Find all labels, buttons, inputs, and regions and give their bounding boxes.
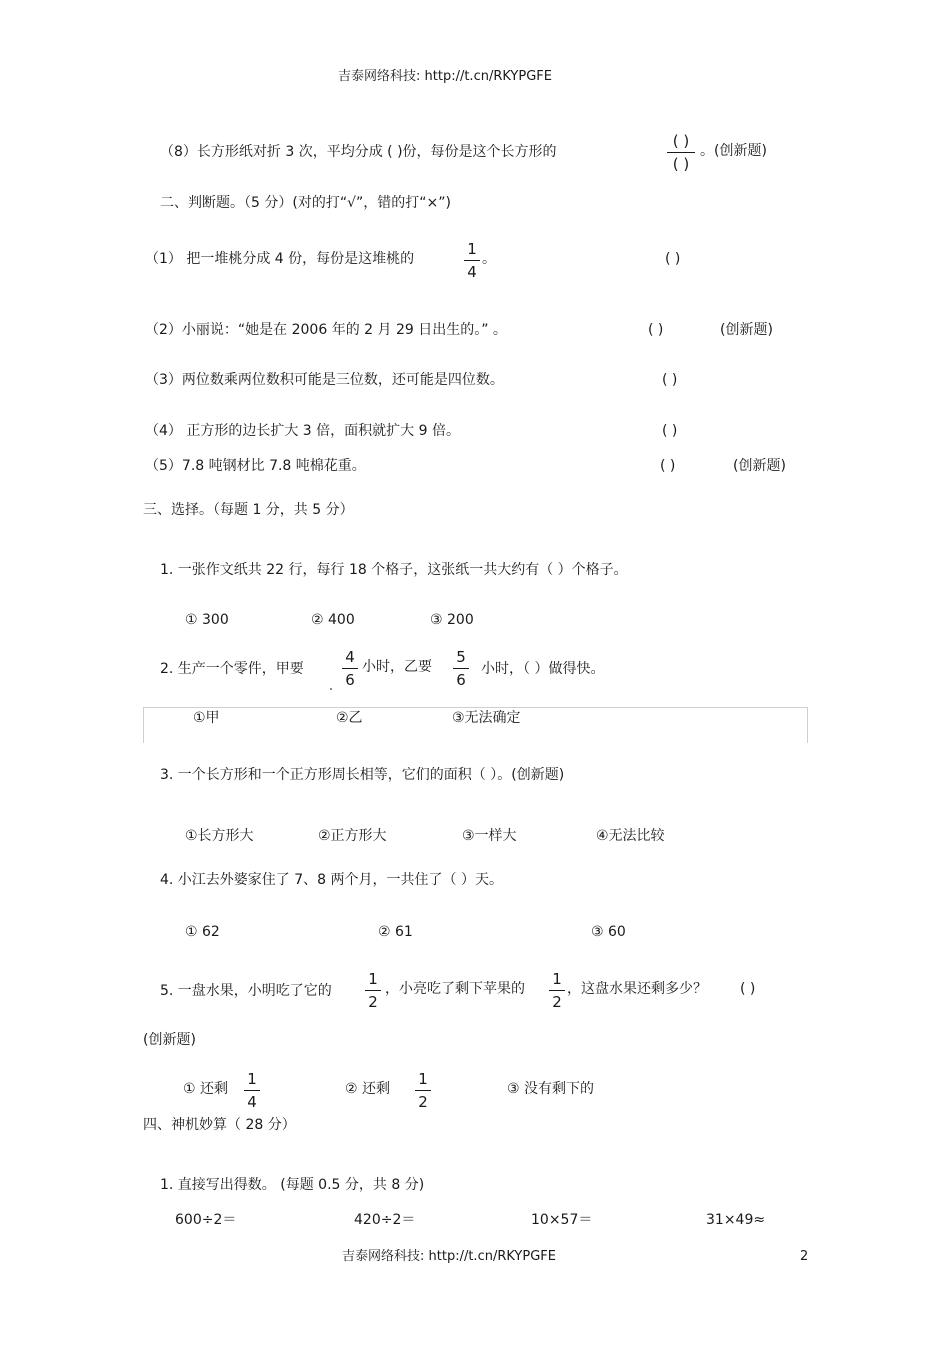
calc-item-2: 420÷2＝ (354, 1212, 416, 1228)
fraction-bar (464, 260, 480, 261)
judge-item-5-label: （5）7.8 吨钢材比 7.8 吨棉花重。 (145, 458, 366, 474)
judge-item-2-answer: ( ) (648, 322, 664, 338)
q8-fraction-denominator: ( ) (672, 155, 690, 173)
fraction-denominator: 4 (247, 1093, 257, 1111)
choice-q5-text-c: ，这盘水果还剩多少？ (567, 981, 707, 997)
choice-q2-fraction-2 (450, 648, 472, 689)
fraction-numerator: 1 (467, 240, 477, 258)
choice-q4-option-3: ③ 60 (591, 924, 626, 940)
choice-q2-option-2: ②乙 (336, 710, 363, 726)
q8-text: （8）长方形纸对折 3 次，平均分成 ( )份，每份是这个长方形的 (160, 144, 557, 160)
judge-item-3-answer: ( ) (662, 372, 678, 388)
choice-q2-option-3: ③无法确定 (452, 710, 521, 726)
judge-item-5-note: (创新题) (733, 458, 786, 474)
choice-q5-option-1-fraction (241, 1070, 263, 1111)
fraction-denominator: 4 (467, 263, 477, 281)
fraction-bar (365, 990, 381, 991)
section4-title: 四、神机妙算（ 28 分） (143, 1117, 296, 1133)
choice-q5-text-b: ，小亮吃了剩下苹果的 (385, 981, 525, 997)
judge-item-4-answer: ( ) (662, 423, 678, 439)
page-footer: 吉泰网络科技: http://t.cn/RKYPGFE (342, 1249, 556, 1264)
judge-item-4-label: （4） 正方形的边长扩大 3 倍，面积就扩大 9 倍。 (145, 423, 460, 439)
calc-item-1: 600÷2＝ (175, 1212, 237, 1228)
choice-q5-option-1: ① 还剩 (183, 1081, 229, 1097)
fraction-denominator: 6 (456, 671, 466, 689)
judge-item-1-after: 。 (482, 251, 496, 267)
choice-q5-text-a: 5. 一盘水果，小明吃了它的 (160, 983, 332, 999)
choice-q4-option-2: ② 61 (378, 924, 413, 940)
choice-q1-text: 1. 一张作文纸共 22 行，每行 18 个格子，这张纸一共大约有（ ）个格子。 (160, 562, 628, 578)
judge-item-2-note: (创新题) (720, 322, 773, 338)
calc-item-3: 10×57＝ (531, 1212, 593, 1228)
section2-title: 二、判断题。（5 分）(对的打“√”，错的打“×”) (160, 195, 451, 211)
fraction-denominator: 6 (345, 671, 355, 689)
fraction-bar (667, 152, 695, 153)
page-number: 2 (800, 1249, 809, 1264)
judge-item-5-answer: ( ) (660, 458, 676, 474)
choice-q3-option-2: ②正方形大 (318, 828, 387, 844)
choice-q2-text-b: 小时，乙要 (362, 659, 432, 675)
choice-q1-option-1: ① 300 (185, 612, 229, 628)
fraction-numerator: 1 (368, 970, 378, 988)
fraction-denominator: 2 (368, 993, 378, 1011)
q8-after: 。(创新题) (700, 143, 767, 159)
fraction-numerator: 5 (456, 648, 466, 666)
choice-q3-option-1: ①长方形大 (185, 828, 254, 844)
fraction-bar (453, 668, 469, 669)
choice-q5-note: (创新题) (143, 1032, 196, 1048)
judge-item-2-label: （2）小丽说：“她是在 2006 年的 2 月 29 日出生的。” 。 (145, 322, 507, 338)
choice-q2-fraction-1 (339, 648, 361, 689)
choice-q5-answer: ( ) (740, 981, 756, 997)
choice-q2-option-1: ①甲 (193, 710, 220, 726)
page-header: 吉泰网络科技: http://t.cn/RKYPGFE (338, 69, 552, 84)
judge-item-1-label: （1） 把一堆桃分成 4 份，每份是这堆桃的 (145, 251, 415, 267)
choice-q5-option-2: ② 还剩 (345, 1081, 391, 1097)
choice-q2-text-c: 小时，（ ）做得快。 (481, 661, 605, 677)
choice-q1-option-3: ③ 200 (430, 612, 474, 628)
choice-q5-option-2-fraction (412, 1070, 434, 1111)
fraction-bar (549, 990, 565, 991)
section3-title: 三、选择。（每题 1 分，共 5 分） (143, 502, 354, 518)
choice-q3-text: 3. 一个长方形和一个正方形周长相等，它们的面积（ ）。(创新题) (160, 767, 565, 783)
q8-fraction (664, 132, 698, 173)
calc-q1-text: 1. 直接写出得数。 (每题 0.5 分，共 8 分) (160, 1177, 425, 1193)
choice-q5-option-3: ③ 没有剩下的 (507, 1081, 595, 1097)
judge-item-1-answer: ( ) (665, 251, 681, 267)
stray-dot (330, 688, 332, 690)
calc-item-4: 31×49≈ (706, 1212, 766, 1228)
choice-q3-option-3: ③一样大 (462, 828, 517, 844)
fraction-denominator: 2 (552, 993, 562, 1011)
choice-q4-option-1: ① 62 (185, 924, 220, 940)
fraction-bar (244, 1090, 260, 1091)
choice-q3-option-4: ④无法比较 (596, 828, 665, 844)
fraction-bar (342, 668, 358, 669)
choice-q1-option-2: ② 400 (311, 612, 355, 628)
fraction-numerator: 1 (418, 1070, 428, 1088)
judge-item-3-label: （3）两位数乘两位数积可能是三位数，还可能是四位数。 (145, 372, 504, 388)
choice-q4-text: 4. 小江去外婆家住了 7、8 两个月，一共住了（ ）天。 (160, 872, 503, 888)
choice-q2-text-a: 2. 生产一个零件，甲要 (160, 661, 304, 677)
fraction-numerator: 4 (345, 648, 355, 666)
judge-item-1-fraction (461, 240, 483, 281)
fraction-numerator: 1 (552, 970, 562, 988)
fraction-denominator: 2 (418, 1093, 428, 1111)
q8-fraction-numerator: ( ) (672, 132, 690, 150)
fraction-numerator: 1 (247, 1070, 257, 1088)
choice-q5-fraction-1 (362, 970, 384, 1011)
choice-q5-fraction-2 (546, 970, 568, 1011)
fraction-bar (415, 1090, 431, 1091)
